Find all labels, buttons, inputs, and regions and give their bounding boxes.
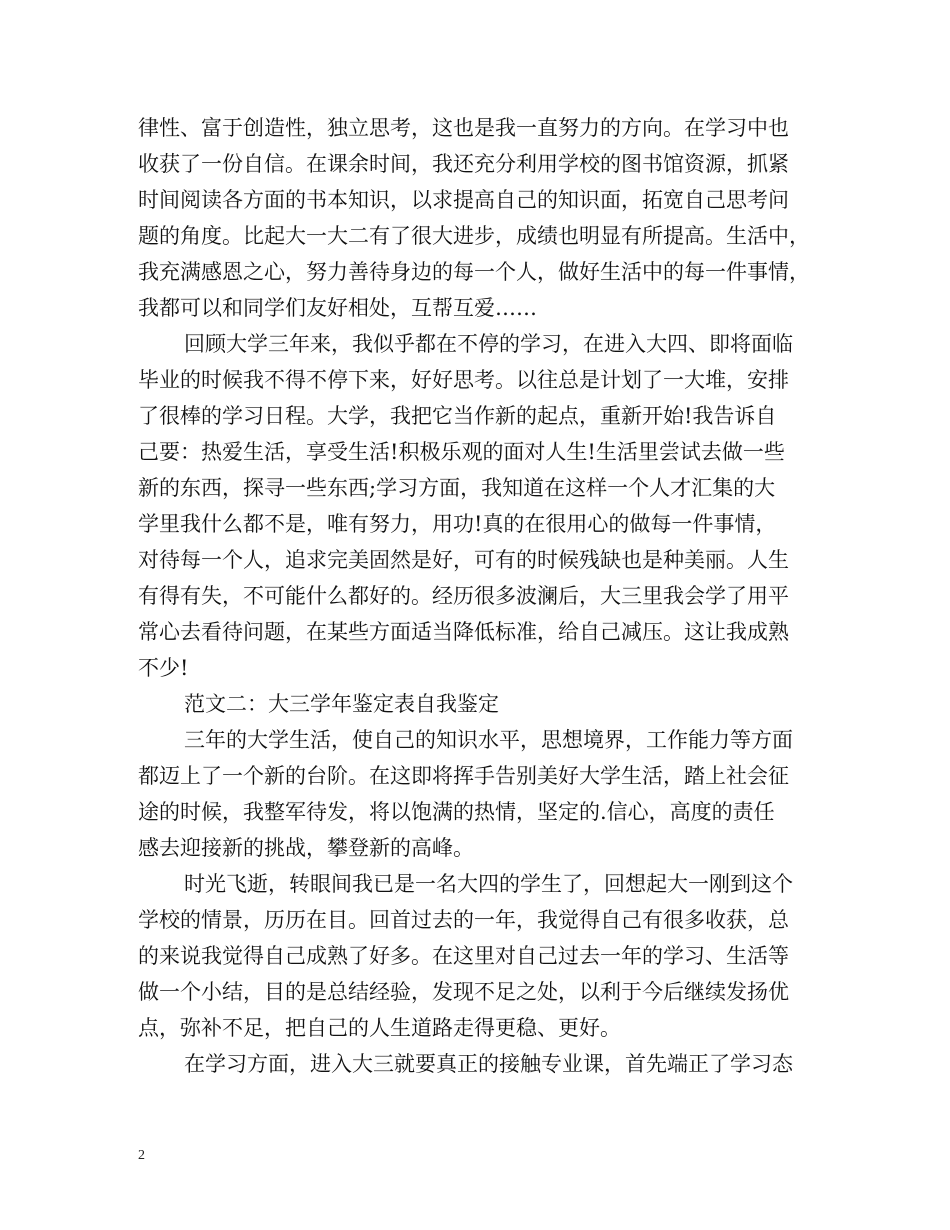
text-line: 收获了一份自信。在课余时间，我还充分利用学校的图书馆资源，抓紧 [138, 152, 789, 176]
paragraph-first-line: 三年的大学生活，使自己的知识水平，思想境界，工作能力等方面 [184, 728, 793, 752]
paragraph-first-line: 时光飞逝，转眼间我已是一名大四的学生了，回想起大一刚到这个 [184, 872, 793, 896]
text-line: 我都可以和同学们友好相处，互帮互爱…… [138, 296, 537, 320]
text-line: 时间阅读各方面的书本知识，以求提高自己的知识面，拓宽自己思考问 [138, 188, 789, 212]
text-line: 不少! [138, 656, 189, 680]
text-line: 的来说我觉得自己成熟了好多。在这里对自己过去一年的学习、生活等 [138, 944, 789, 968]
text-line: 了很棒的学习日程。大学，我把它当作新的起点，重新开始!我告诉自 [138, 404, 777, 428]
text-line: 常心去看待问题，在某些方面适当降低标准，给自己减压。这让我成熟 [138, 620, 789, 644]
section-heading: 范文二：大三学年鉴定表自我鉴定 [184, 692, 499, 716]
text-line: 新的东西，探寻一些东西;学习方面，我知道在这样一个人才汇集的大 [138, 476, 776, 500]
text-line: 感去迎接新的挑战，攀登新的高峰。 [138, 836, 474, 860]
text-line: 都迈上了一个新的台阶。在这即将挥手告别美好大学生活，踏上社会征 [138, 764, 789, 788]
text-line: 做一个小结，目的是总结经验，发现不足之处，以利于今后继续发扬优 [138, 980, 789, 1004]
text-line: 学校的情景，历历在目。回首过去的一年，我觉得自己有很多收获，总 [138, 908, 789, 932]
text-line: 有得有失，不可能什么都好的。经历很多波澜后，大三里我会学了用平 [138, 584, 789, 608]
text-line: 题的角度。比起大一大二有了很大进步，成绩也明显有所提高。生活中， [138, 224, 810, 248]
text-line: 己要：热爱生活，享受生活!积极乐观的面对人生!生活里尝试去做一些 [138, 440, 785, 464]
page-number: 2 [138, 1148, 145, 1163]
text-line: 对待每一个人，追求完美固然是好，可有的时候残缺也是种美丽。人生 [138, 548, 789, 572]
paragraph-first-line: 在学习方面，进入大三就要真正的接触专业课，首先端正了学习态 [184, 1052, 793, 1076]
text-line: 毕业的时候我不得不停下来，好好思考。以往总是计划了一大堆，安排 [138, 368, 789, 392]
text-line: 学里我什么都不是，唯有努力，用功!真的在很用心的做每一件事情， [138, 512, 777, 536]
paragraph-first-line: 回顾大学三年来，我似乎都在不停的学习，在进入大四、即将面临 [184, 332, 793, 356]
text-line: 我充满感恩之心，努力善待身边的每一个人，做好生活中的每一件事情， [138, 260, 810, 284]
text-line: 律性、富于创造性，独立思考，这也是我一直努力的方向。在学习中也 [138, 116, 789, 140]
text-line: 途的时候，我整军待发，将以饱满的热情，坚定的.信心，高度的责任 [138, 800, 775, 824]
text-line: 点，弥补不足，把自己的人生道路走得更稳、更好。 [138, 1016, 621, 1040]
